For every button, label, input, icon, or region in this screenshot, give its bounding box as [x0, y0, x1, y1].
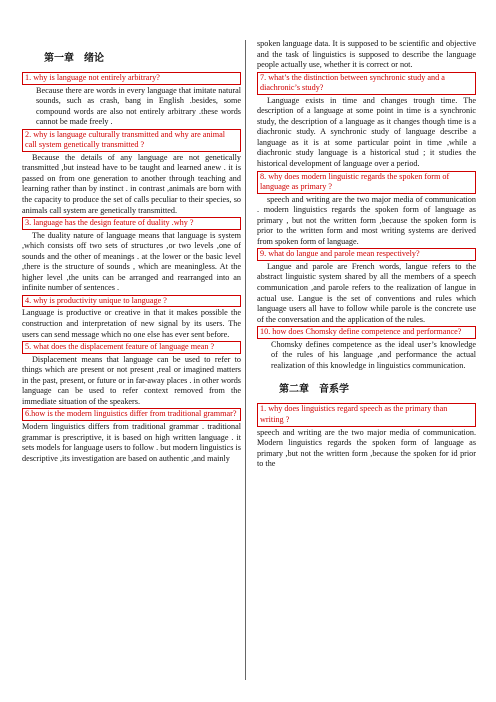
question-8: 8. why does modern linguistic regards the spoken form of language as primary ? [257, 171, 476, 194]
left-column [22, 38, 241, 465]
answer-4: Language is productive or creative in that it makes possible the construction and interpretation of new signal by its users. The users can send message which no one else has ever sent before. [22, 308, 241, 339]
question-3: 3. language has the design feature of duality .why ? [22, 217, 241, 230]
answer-9: Langue and parole are French words, langue refers to the abstract linguistic system shared by all the members of a speech communication ,and parole refers to the realization of langue in actual use. Langue is the set of conventions and rules which language users all have to follow while parole is the concrete use of the conversation and the application of the rules. [257, 261, 476, 324]
answer-8: speech and writing are the two major media of communication . modern linguistics regards the spoken form of language as primary , but not the written form ,because the spoken form is prior to the written form and most writing systems are derived from spoken form of language. [257, 194, 476, 246]
right-column [257, 38, 476, 471]
answer-6: Modern linguistics differs from traditional grammar . traditional grammar is prescriptive, it is based on high written language . it sets models for language users to follow . but modern linguistics is descriptive ,its investigation are based on authentic ,and mainly [22, 421, 241, 463]
column-divider [245, 40, 246, 680]
question-4: 4. why is productivity unique to language ? [22, 295, 241, 308]
question-2: 2. why is language culturally transmitted and why are animal call system genetically transmitted ? [22, 129, 241, 152]
question-10: 10. how does Chomsky define competence and performance? [257, 326, 476, 339]
answer-2: Because the details of any language are not genetically transmitted ,but instead have to be taught and learned anew . it is passed on from one generation to another through teaching and learning rather than by instinct . in contrast ,animals are born with the capacity to produce the set of calls peculiar to their species, so animals call system are genetically transmitted. [22, 152, 241, 215]
answer-5: Displacement means that language can be used to refer to things which are present or not present ,real or imagined matters in the past, present, or future or in far-away places . in other words language can be used to refer context removed from the immediate situation of the speakers. [22, 354, 241, 406]
question-1: 1. why is language not entirely arbitrary? [22, 72, 241, 85]
question-7: 7. what’s the distinction between synchronic study and a diachronic’s study? [257, 72, 476, 95]
question-9: 9. what do langue and parole mean respectively? [257, 248, 476, 261]
chapter-2-question-1: 1. why does linguistics regard speech as the primary than writing ? [257, 403, 476, 426]
answer-3: The duality nature of language means that language is system ,which consists off two sets of structures ,or two levels ,one of sounds and the other of meanings . at the lower or the basic level ,there is the structure of sounds , which are meaningless. At the higher level ,the units can be arranged and rearranged into an infinite number of sentences . [22, 230, 241, 293]
question-6: 6.how is the modern linguistics differ from traditional grammar? [22, 408, 241, 421]
answer-1: Because there are words in every language that imitate natural sounds, such as crash, bang in English .besides, some compound words are also not entirely arbitrary .these words cannot be made freely . [36, 85, 241, 127]
answer-10: Chomsky defines competence as the ideal user’s knowledge of the rules of his language ,and performance the actual realization of this knowledge in linguistics communication. [271, 339, 476, 370]
chapter-2-title: 第二章 音系学 [279, 384, 349, 396]
chapter-2-answer-1: speech and writing are the two major media of communication. Modern linguistics regards the spoken form of language as primary ,but not the written form ,because the spoken for id prior to the [257, 427, 476, 469]
chapter-1-title: 第一章 绪论 [44, 53, 104, 64]
answer-7: Language exists in time and changes trough time. The description of a language at some point in time is a synchronic study, the description of a language as it changes though time is a diachronic study. A synchronic study of language describe a language as it is at some particular point in time ,while a diachronic study language is a historical stud ; it studies the historical development of language over a period. [257, 95, 476, 169]
question-5: 5. what does the displacement feature of language mean ? [22, 341, 241, 354]
answer-6-continued: spoken language data. It is supposed to be scientific and objective and the task of linguistics is supposed to describe the language people actually use, whether it is correct or not. [257, 39, 476, 70]
